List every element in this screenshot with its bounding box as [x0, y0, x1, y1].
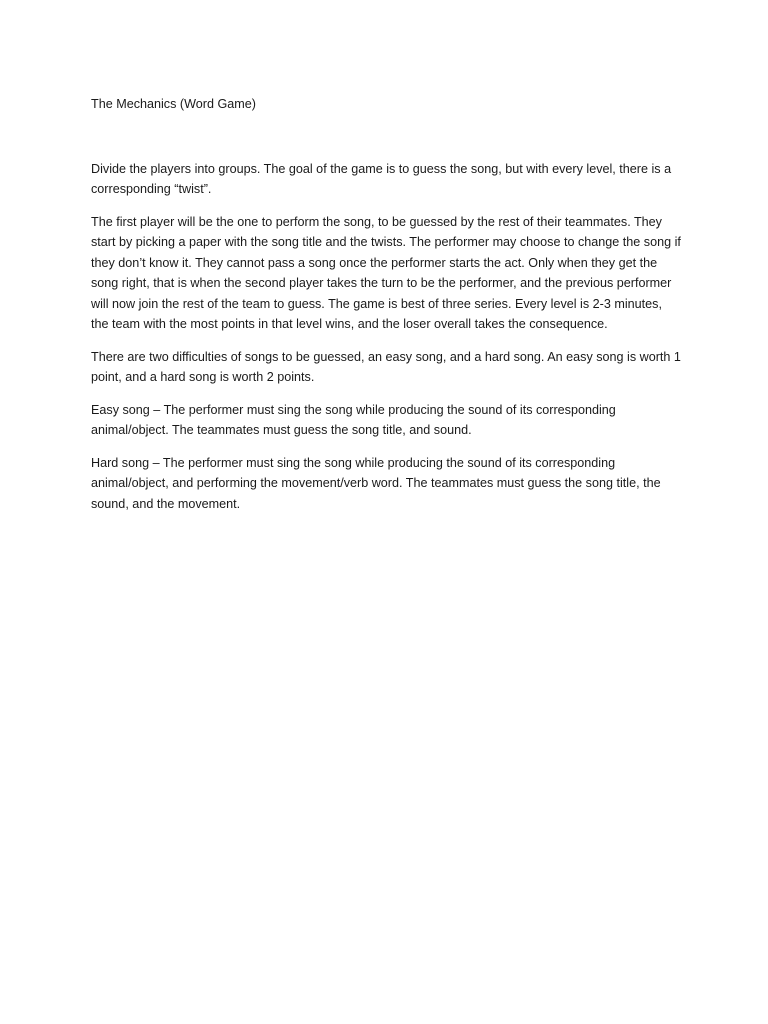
paragraph-difficulties: There are two difficulties of songs to be guessed, an easy song, and a hard song. An easy song is worth 1 point, and a hard song is worth 2 points. — [91, 349, 681, 384]
document-title: The Mechanics (Word Game) — [91, 97, 256, 111]
paragraph-hard-song: Hard song – The performer must sing the song while producing the sound of its corresponding animal/object, and performing the movement/verb word. The teammates must guess the song title, the sound, and the movement. — [91, 455, 661, 511]
paragraph-easy-song: Easy song – The performer must sing the song while producing the sound of its corresponding animal/object. The teammates must guess the song title, and sound. — [91, 402, 616, 437]
paragraph-first-player: The first player will be the one to perform the song, to be guessed by the rest of their teammates. They start by picking a paper with the song title and the twists. The performer may choose to change the song if they don’t know it. They cannot pass a song once the performer starts the act. Only when they get the song right, that is when the second player takes the turn to be the performer, and the previous performer will now join the rest of the team to guess. The game is best of three series. Every level is 2-3 minutes, the team with the most points in that level wins, and the loser overall takes the consequence. — [91, 214, 681, 331]
document-body — [91, 94, 681, 526]
paragraph-groups: Divide the players into groups. The goal of the game is to guess the song, but with every level, there is a corresponding “twist”. — [91, 161, 672, 196]
